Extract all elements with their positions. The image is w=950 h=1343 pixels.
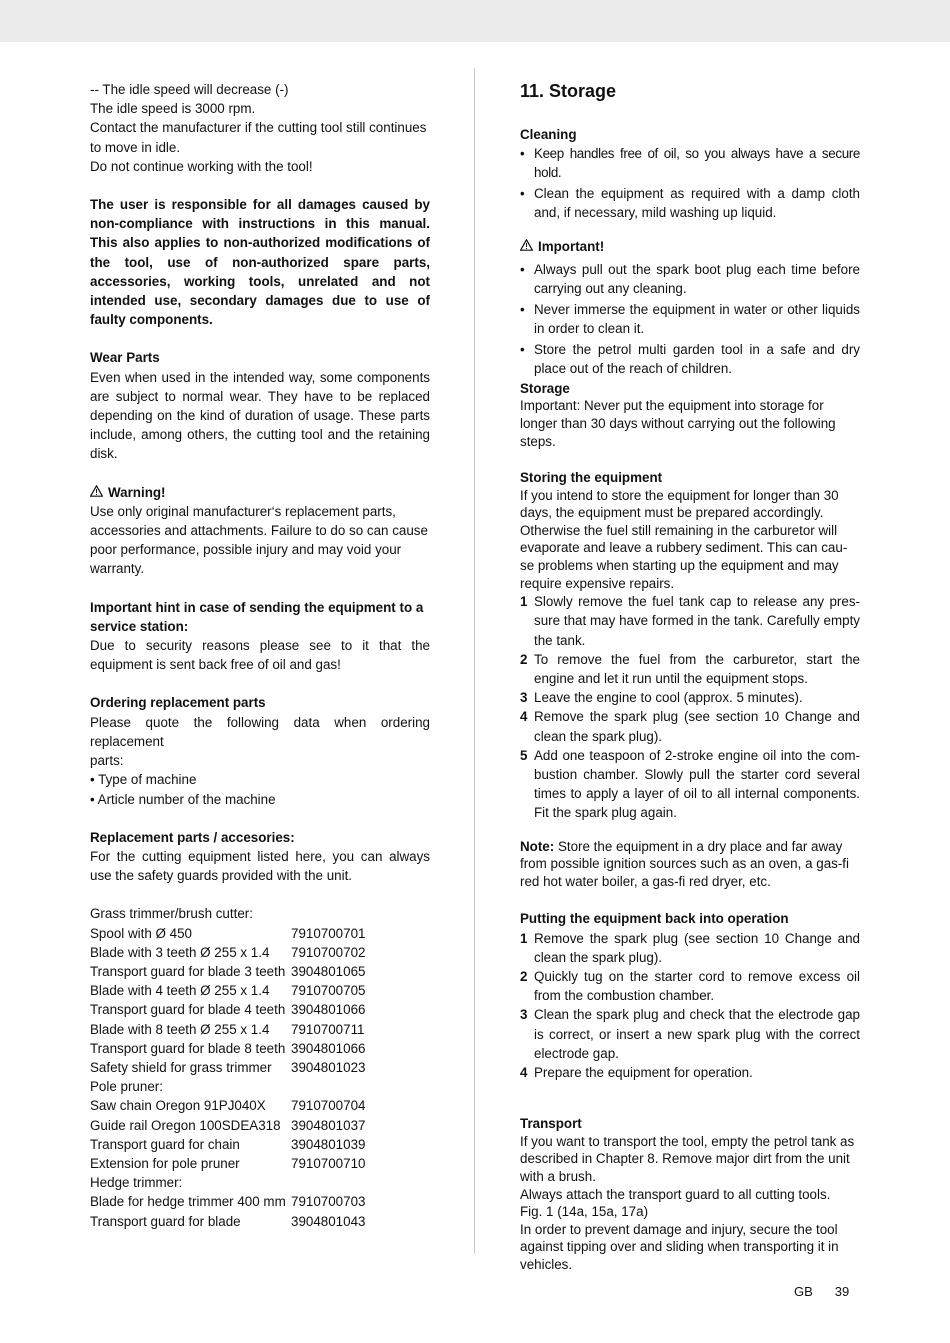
table-row [90,1116,365,1135]
note-body: Store the equipment in a dry place and far away from possible ignition sources such as an oven, a gas-fi red hot water boiler, a gas-fi red dryer, etc. [520,838,849,889]
step-text: Leave the engine to cool (approx. 5 minutes). [534,690,803,706]
storing-text: If you intend to store the equipment for longer than 30 days, the equipment must be prepared accordingly. Otherwise the fuel still remaining in the carburetor will evaporate and leave a rubbery sediment. This can cau-se problems when starting up the equipment and may require expensive repairs. [520,487,848,591]
part-number: 3904801037 [291,1117,366,1133]
language-code: GB [794,1284,813,1299]
idle-line: Contact the manufacturer if the cutting tool still continues to move in idle. [90,120,427,155]
part-name: Blade with 4 teeth Ø 255 x 1.4 [90,983,270,999]
ordering-text-cont: parts: [90,753,124,769]
table-row [90,1135,365,1154]
part-name: Safety shield for grass trimmer [90,1059,272,1075]
part-name: Transport guard for blade 8 teeth [90,1040,286,1056]
part-name: Extension for pole pruner [90,1155,240,1171]
part-number: 3904801043 [291,1213,366,1229]
note-text [520,838,860,891]
table-row [90,1192,365,1211]
step-text: Remove the spark plug (see section 10 Change and clean the spark plug). [534,930,860,965]
parts-heading: Replacement parts / accesories: [90,829,295,845]
warning-heading-label: Warning! [108,484,166,500]
list-item: • Keep handles free of oil, so you always have a secure hold. [520,145,860,180]
list-item: 5 Add one teaspoon of 2-stroke engine oil into the com-bustion chamber. Slowly pull the starter cord several times to apply a layer of oil to all internal components. Fit the spark plug again. [520,747,860,821]
part-number: 7910700710 [291,1155,366,1171]
part-number: 3904801065 [291,963,366,979]
part-name: Spool with Ø 450 [90,925,192,941]
ordering-item: • Article number of the machine [90,791,276,807]
idle-line: -- The idle speed will decrease (-) [90,82,289,97]
step-text: Add one teaspoon of 2-stroke engine oil into the com-bustion chamber. Slowly pull the starter cord several times to apply a layer of oil to all internal components. Fit the spark plug again. [534,747,860,821]
important-heading-label: Important! [538,239,605,255]
part-number: 3904801066 [291,1040,366,1056]
warning-text: Use only original manufacturer‘s replacement parts, accessories and attachments. Failure to do so can cause poor performance, possible injury and may void your warranty. [90,503,428,577]
note-label: Note: [520,838,555,854]
idle-line: The idle speed is 3000 rpm. [90,101,256,117]
back-into-operation-heading: Putting the equipment back into operation [520,911,789,927]
part-name: Pole pruner: [90,1079,163,1095]
list-item: 4 Remove the spark plug (see section 10 Change and clean the spark plug). [520,709,860,744]
step-text: Slowly remove the fuel tank cap to release any pres-sure that may have formed in the tank. Carefully empty the tank. [534,594,860,648]
table-row [90,924,365,943]
back-into-operation-steps [520,929,860,1083]
list-item: 2 To remove the fuel from the carburetor, start the engine and let it run until the equipment stops. [520,651,860,687]
part-number: 7910700702 [291,944,366,960]
table-row [90,1154,365,1173]
list-item: 1 Remove the spark plug (see section 10 Change and clean the spark plug). [520,930,860,965]
part-number [291,1077,365,1096]
wear-parts-text: Even when used in the intended way, some components are subject to normal wear. They have to be replaced depending on the kind of duration of usage. These parts include, among others, the cutting tool and the retaining disk. [90,369,430,462]
part-name: Blade for hedge trimmer 400 mm [90,1194,286,1210]
list-item: 1 Slowly remove the fuel tank cap to release any pres-sure that may have formed in the tank. Carefully empty the tank. [520,594,860,648]
table-row [90,1212,365,1231]
transport-line: Fig. 1 (14a, 15a, 17a) [520,1204,649,1220]
transport-line: If you want to transport the tool, empty the petrol tank as described in Chapter 8. Remove major dirt from the unit with a brush. [520,1133,855,1185]
list-item-text: Keep handles free of oil, so you always have a secure hold. [534,145,860,180]
part-number: 3904801023 [291,1059,366,1075]
ordering-item: • Type of machine [90,772,197,788]
storage-heading: Storage [520,380,570,396]
idle-line: Do not continue working with the tool! [90,158,313,174]
list-item: • Clean the equipment as required with a damp cloth and, if necessary, mild washing up liquid. [520,185,860,220]
column-divider [474,68,475,1254]
list-item: 3 Leave the engine to cool (approx. 5 minutes). [520,690,803,706]
list-item-text: Store the petrol multi garden tool in a safe and dry place out of the reach of children. [534,341,860,377]
storing-heading: Storing the equipment [520,470,663,486]
step-text: To remove the fuel from the carburetor, start the engine and let it run until the equipment stops. [534,651,860,687]
transport-heading: Transport [520,1116,582,1132]
parts-table [90,904,365,1230]
table-row [90,981,365,1000]
part-name: Grass trimmer/brush cutter: [90,906,253,922]
table-row [90,1173,365,1192]
part-number [291,1173,365,1192]
table-row [90,962,365,981]
list-item: 4 Prepare the equipment for operation. [520,1065,753,1081]
ordering-heading: Ordering replacement parts [90,695,266,711]
warning-heading [90,483,430,502]
part-number: 7910700704 [291,1098,366,1114]
service-hint-text: Due to security reasons please see to it that the equipment is sent back free of oil and gas! [90,638,430,673]
page-header-band [0,0,950,42]
wear-parts-heading: Wear Parts [90,350,160,366]
list-item-text: Always pull out the spark boot plug each time before carrying out any cleaning. [534,262,860,297]
list-item: 3 Clean the spark plug and check that the electrode gap is correct, or insert a new spark plug with the correct electrode gap. [520,1007,860,1061]
part-number: 3904801066 [291,1002,366,1018]
table-row [90,904,365,923]
table-row [90,943,365,962]
part-name: Guide rail Oregon 100SDEA318 [90,1117,281,1133]
table-row [90,1077,365,1096]
list-item: • Store the petrol multi garden tool in a safe and dry place out of the reach of children. [520,341,860,377]
ordering-text: Please quote the following data when ordering replacement [90,714,430,749]
warning-triangle-icon [90,485,104,498]
part-number: 7910700711 [291,1021,365,1037]
storage-text: Important: Never put the equipment into storage for longer than 30 days without carrying out the following steps. [520,398,836,449]
step-text: Remove the spark plug (see section 10 Change and clean the spark plug). [534,709,860,744]
list-item-text: Clean the equipment as required with a damp cloth and, if necessary, mild washing up liquid. [534,185,860,220]
table-row [90,1096,365,1115]
important-heading [520,238,860,256]
part-name: Transport guard for blade 4 teeth [90,1002,286,1018]
important-list [520,260,860,378]
warning-triangle-icon [520,239,534,252]
list-item: 2 Quickly tug on the starter cord to remove excess oil from the combustion chamber. [520,969,860,1004]
table-row [90,1039,365,1058]
page-footer [794,1284,849,1299]
part-name: Transport guard for blade [90,1213,241,1229]
service-hint-heading: Important hint in case of sending the equipment to a service station: [90,599,424,634]
cleaning-list [520,144,860,222]
part-name: Saw chain Oregon 91PJ040X [90,1098,266,1114]
part-name: Hedge trimmer: [90,1175,183,1191]
part-number: 7910700703 [291,1194,366,1210]
step-text: Quickly tug on the starter cord to remove excess oil from the combustion chamber. [534,969,860,1004]
part-name: Transport guard for chain [90,1136,240,1152]
page-number: 39 [834,1284,850,1299]
step-text: Prepare the equipment for operation. [534,1065,753,1081]
transport-line: Always attach the transport guard to all cutting tools. [520,1186,831,1202]
table-row [90,1020,365,1039]
part-number [291,904,365,923]
storing-steps [520,592,860,822]
part-name: Transport guard for blade 3 teeth [90,963,286,979]
responsibility-text: The user is responsible for all damages caused by non-compliance with instructions in this manual. This also applies to non-authorized modifications of the tool, use of non-authorized spare parts, accessories, working tools, unrelated and not intended use, secondary damages due to use of faulty components. [90,197,430,328]
list-item: • Never immerse the equipment in water or other liquids in order to clean it. [520,301,860,337]
list-item-text: Never immerse the equipment in water or other liquids in order to clean it. [534,301,860,337]
left-column [90,80,430,1231]
table-row [90,1000,365,1019]
part-number: 7910700701 [291,925,366,941]
part-name: Blade with 3 teeth Ø 255 x 1.4 [90,944,270,960]
step-text: Clean the spark plug and check that the electrode gap is correct, or insert a new spark plug with the correct electrode gap. [534,1007,860,1061]
section-title: 11. Storage [520,81,617,101]
list-item: • Always pull out the spark boot plug each time before carrying out any cleaning. [520,262,860,297]
part-number: 3904801039 [291,1136,366,1152]
part-number: 7910700705 [291,983,366,999]
cleaning-heading: Cleaning [520,127,577,142]
table-row [90,1058,365,1077]
parts-intro: For the cutting equipment listed here, you can always use the safety guards provided with the unit. [90,848,430,884]
right-column [520,80,860,1274]
part-name: Blade with 8 teeth Ø 255 x 1.4 [90,1021,270,1037]
transport-line: In order to prevent damage and injury, secure the tool against tipping over and sliding when transporting it in vehicles. [520,1221,839,1273]
